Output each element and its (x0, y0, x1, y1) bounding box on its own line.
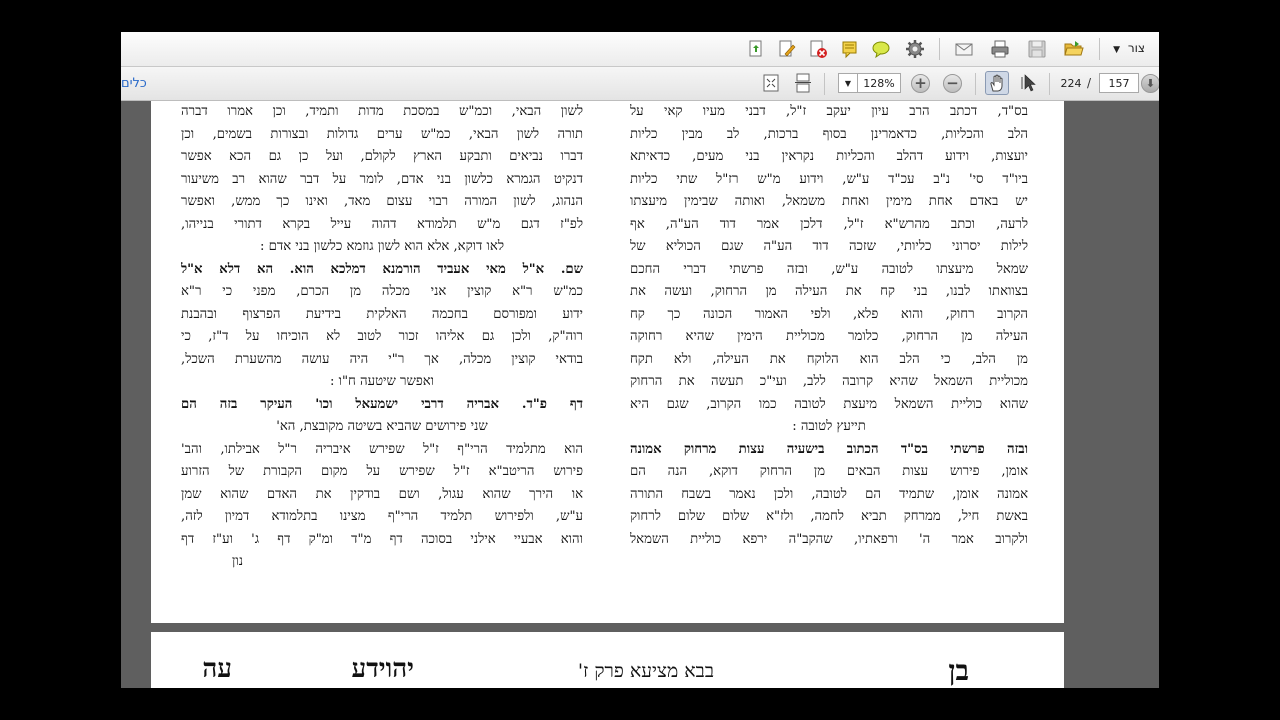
create-pdf-icon[interactable] (744, 37, 768, 61)
main-toolbar (121, 32, 1159, 67)
plus-icon: + (914, 74, 927, 92)
text-line: ואפשר שיטעה ח"ו : (329, 374, 435, 389)
speech-bubble-icon[interactable] (869, 37, 893, 61)
hand-tool-button[interactable] (985, 71, 1009, 95)
running-header-right-word: בן (948, 654, 969, 687)
arrow-down-icon: ⬇ (1145, 77, 1156, 90)
create-menu-label: צור (1127, 41, 1145, 55)
minus-icon: − (946, 74, 959, 92)
text-line: העילה מן הרחוק, כלומר מכוליית הימין שהיא רחוקה (630, 329, 1028, 344)
current-page-value: 224 (1060, 76, 1082, 90)
left-text-column (181, 101, 583, 574)
zoom-out-button[interactable] (943, 74, 962, 93)
text-line: או הירך שהוא עגול, ושם בודקין את האדם שהוא שמן (181, 486, 583, 502)
text-line: שני פירושים שהביא בשיטה מקובצת, הא' (276, 419, 488, 434)
zoom-in-button[interactable] (911, 74, 930, 93)
navigation-toolbar (121, 67, 1159, 101)
text-line: ידוע ומפורסם בחכמה האלקית בידיעת הפרצוף ובהבנת (181, 306, 583, 322)
text-line: בודאי קוצין מכלה, אך ר"י היה עושה מהשערת השכל, (181, 351, 583, 367)
text-line: דנקיט הגמרא כלשון בני אדם, לומר על דבר שהוא רב משיעור (181, 171, 583, 187)
zoom-dropdown-arrow[interactable] (838, 73, 858, 93)
chevron-down-icon: ▼ (844, 78, 852, 88)
running-header-left-word: עה (202, 654, 232, 684)
text-line: ובזה פרשתי בס"ד הכתוב בישעיה עצות מרחוק אמונה (630, 441, 1028, 457)
current-page-field[interactable] (1056, 73, 1086, 93)
page-separator: / (1087, 76, 1092, 90)
next-document-page (151, 632, 1064, 688)
text-line: לילות יסרוני כליותי, שזכה דוד הע"ה שגם הכוליא של (630, 239, 1028, 254)
total-pages-field (1099, 73, 1139, 93)
text-line: רוה"ק, ולכן גם אליהו זכור לטוב לא הוכיחו על ד"ז, כי (181, 329, 583, 344)
text-line: תייעץ לטובה : (792, 419, 866, 434)
text-line: שמאל מיעצתו לטובה ע"ש, ובזה פרשתי דברי החכם (630, 261, 1028, 277)
text-line: הלב והכליות, כדאמרינן בסוף ברכות, לב מבין כליות (630, 126, 1028, 142)
zoom-level-field[interactable] (857, 73, 901, 93)
text-line: אמונה אומן, שתמיד הם לטובה, ולכן נאמר בשבח התורה (630, 486, 1028, 502)
text-line: יש באדם אחת מימין ואחת משמאל, ואותה שבימין מיעצתו (630, 194, 1028, 209)
fit-page-icon[interactable] (759, 71, 783, 95)
text-line: באשת חיל, ממרחק תביא לחמה, ולז"א שלום שלום לרחוק (630, 509, 1028, 524)
scroll-mode-icon[interactable] (791, 71, 815, 95)
text-line: בס"ד, דכתב הרב עיון יעקב ז"ל, דבני מעיו קאי על (630, 104, 1028, 119)
text-line: ע"ש, ולפירוש תלמיד הרי"ף מצינו בתלמודא דמיון לזה, (181, 509, 583, 524)
text-line: הקרוב רחוק, והוא פלא, ולפי האמור הכונה כך קח (630, 306, 1028, 322)
text-line: אומן, פירוש עצות הבאים מן הרחוק דוקא, הנה הם (630, 464, 1028, 479)
text-line: ולקרוב אמר ה' ורפאתיו, שהקב"ה ירפא כוליית השמאל (630, 531, 1028, 547)
text-line: הוא מתלמיד הרי"ף ז"ל שפירש איבריה ר"ל אבילתו, והב' (181, 441, 583, 457)
text-line: דברו נביאים ותבקע הארץ לקולם, ועל כן גם הכא אפשר (181, 149, 583, 164)
settings-gear-icon[interactable] (903, 37, 927, 61)
text-line: בצוואתו לבנו, בני קח את העילה מן הרחוק, ועשה את (630, 284, 1028, 299)
text-line: לרעה, וכתב מהרש"א ז"ל, דלכן אמר דוד הע"ה, אף (630, 216, 1028, 232)
text-line: נון (231, 554, 243, 569)
text-line: מכוליית השמאל שהיא קרובה ללב, ועי"כ תעשה את הרחוק (630, 374, 1028, 389)
running-header-left-center-word: יהוידע (351, 654, 414, 684)
zoom-level-value: 128% (863, 76, 895, 90)
running-header (151, 646, 1064, 686)
document-page (151, 101, 1064, 623)
text-line: שהוא כוליית השמאל מיעצת לטובה כמו הקרוב, שגם היא (630, 396, 1028, 412)
chevron-down-icon: ▼ (1113, 45, 1120, 55)
document-viewer[interactable] (121, 101, 1159, 688)
email-icon[interactable] (952, 37, 976, 61)
cursor-arrow-icon (1019, 73, 1039, 93)
delete-icon[interactable] (806, 37, 830, 61)
text-line: שם. א"ל מאי אעביד הורמנא דמלכא הוא. הא דלא א"ל (181, 261, 583, 277)
comment-icon[interactable] (838, 37, 862, 61)
edit-document-icon[interactable] (775, 37, 799, 61)
text-line: יועצות, וידוע דהלב והכליות נקראין בני מעים, כדאיתא (630, 149, 1028, 164)
right-text-column (630, 101, 1028, 551)
total-pages-value: 157 (1108, 76, 1130, 90)
select-tool-button[interactable] (1017, 71, 1041, 95)
text-line: לשון הבאי, וכמ"ש במסכת מדות ותמיד, וכן אמרו דברה (181, 104, 583, 119)
text-line: דף פ"ד. אבריה דרבי ישמעאל וכו' העיקר בזה הם (181, 396, 583, 412)
text-line: לאו דוקא, אלא הוא לשון גוזמא כלשון בני אדם : (259, 239, 505, 254)
open-folder-icon[interactable] (1062, 37, 1086, 61)
pdf-reader-window (121, 32, 1159, 688)
hand-icon (987, 73, 1007, 93)
tools-panel-link[interactable]: כלים (121, 76, 147, 91)
text-line: פירוש הריטב"א ז"ל שפירש על מקום הקבורת של הזרוע (181, 464, 583, 479)
save-icon[interactable] (1025, 37, 1049, 61)
text-line: ביו"ד סי' נ"ב עכ"ד ע"ש, וידוע מ"ש רז"ל שתי כליות (630, 171, 1028, 187)
text-line: תורה לשון הבאי, כמ"ש ערים גדולות ובצורות בשמים, וכן (181, 126, 583, 142)
text-line: כמ"ש ר"א קוצין אני מכלה מן הכרם, מפני כי ר"א (181, 284, 583, 299)
text-line: הנהוג, לשון המורה רבוי עצום מאד, ואינו כך ממש, ואפשר (181, 194, 583, 209)
text-line: לפ"ז דגם מ"ש תלמודא דהוה עייל בקרא דתורי בנייהו, (181, 216, 583, 232)
running-header-center-text: בבא מציעא פרק ז' (577, 660, 714, 682)
text-line: והוא אבעיי אילני בסוכה דף מ"ד ומ"ק דף ג' וע"ז דף (181, 531, 583, 547)
next-page-button[interactable] (1141, 74, 1159, 93)
text-line: מן הלב, כי הלב הוא הלוקח את העילה, ולא תקח (630, 351, 1028, 367)
print-icon[interactable] (988, 37, 1012, 61)
create-menu-button[interactable] (1113, 41, 1145, 55)
